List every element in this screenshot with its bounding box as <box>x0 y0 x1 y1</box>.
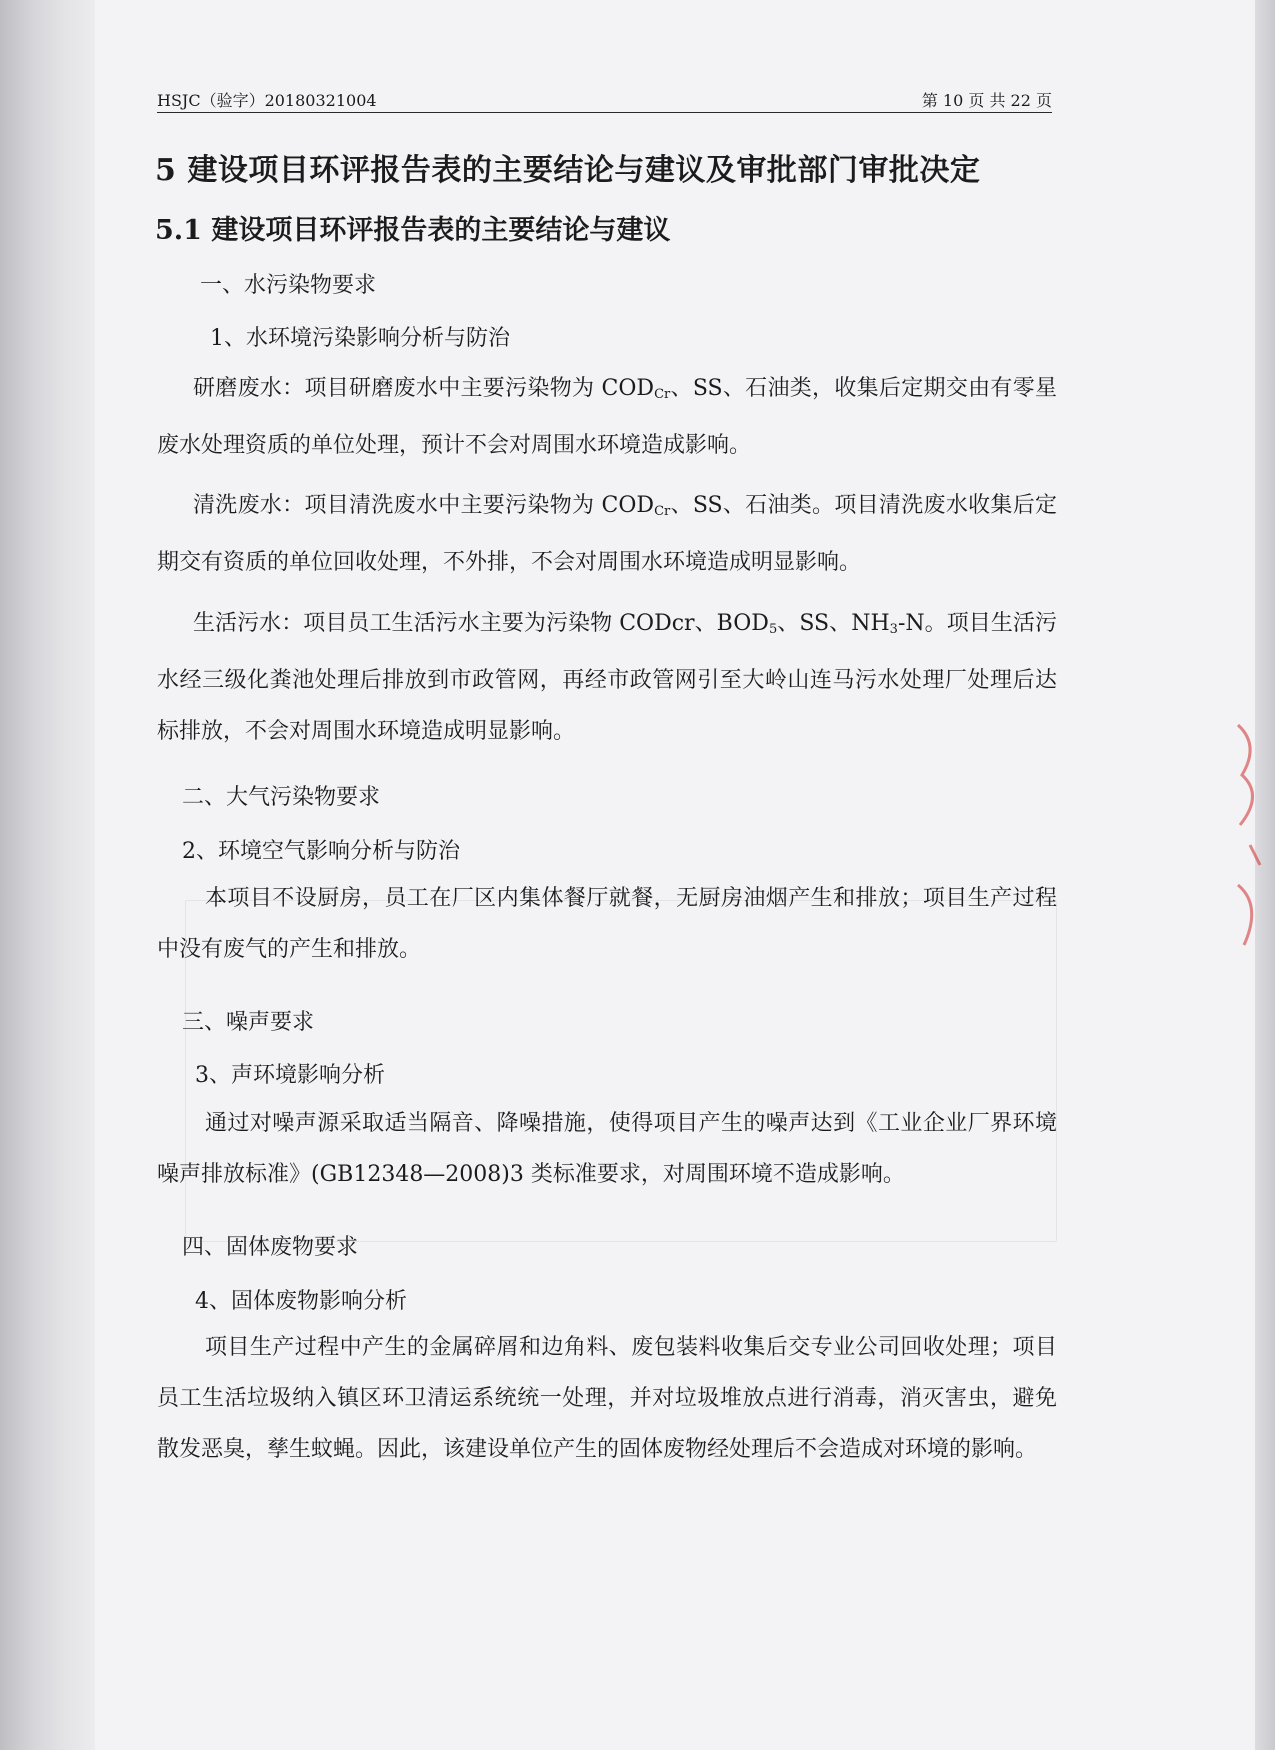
red-seal-stamp <box>1230 715 1270 955</box>
book-binding-shadow <box>0 0 95 1750</box>
cleaning-wastewater-paragraph: 清洗废水：项目清洗废水中主要污染物为 $COD_{Cr}$、SS、石油类。项目清洗废水收集后定期交有资质的单位回收处理，不外排，不会对周围水环境造成明显影响。 <box>157 493 1057 575</box>
noise-paragraph: 通过对噪声源采取适当隔音、降噪措施，使得项目产生的噪声达到《工业企业厂界环境噪声排放标准》(GB12348—2008)3 类标准要求，对周围环境不造成影响。 <box>157 1111 1057 1187</box>
report-number: HSJC（验字）20180321004 <box>157 91 377 110</box>
solid-waste-heading: 四、固体废物要求 <box>182 1235 359 1260</box>
solid-waste-paragraph: 项目生产过程中产生的金属碎屑和边角料、废包装料收集后交专业公司回收处理；项目员工生活垃圾纳入镇区环卫清运系统统一处理，并对垃圾堆放点进行消毒，消灭害虫，避免散发恶臭，孳生蚊蝇。因此，该建设单位产生的固体废物经处理后不会造成对环境的影响。 <box>157 1335 1057 1462</box>
domestic-sewage-paragraph: 生活污水：项目员工生活污水主要为污染物 CODcr、$BOD_5$、SS、$NH_3-N$。项目生活污水经三级化粪池处理后排放到市政管网，再经市政管网引至大岭山连马污水处理厂处理后达标排放，不会对周围水环境造成明显影响。 <box>157 611 1057 744</box>
air-paragraph: 本项目不设厨房，员工在厂区内集体餐厅就餐，无厨房油烟产生和排放；项目生产过程中没有废气的产生和排放。 <box>157 886 1057 962</box>
grinding-wastewater-paragraph: 研磨废水：项目研磨废水中主要污染物为 $COD_{Cr}$、SS、石油类，收集后定期交由有零星废水处理资质的单位处理，预计不会对周围水环境造成影响。 <box>157 376 1057 458</box>
air-heading: 二、大气污染物要求 <box>182 785 381 810</box>
page-number: 第 10 页 共 22 页 <box>921 91 1052 110</box>
seal-mark <box>1230 715 1270 955</box>
water-heading: 一、水污染物要求 <box>200 273 377 298</box>
solid-waste-subheading: 4、固体废物影响分析 <box>195 1289 407 1314</box>
noise-heading: 三、噪声要求 <box>182 1010 315 1035</box>
subsection-title: 5.1 建设项目环评报告表的主要结论与建议 <box>155 215 671 246</box>
water-subheading: 1、水环境污染影响分析与防治 <box>210 326 510 351</box>
section-title: 5 建设项目环评报告表的主要结论与建议及审批部门审批决定 <box>155 153 981 188</box>
page-header <box>157 88 1052 113</box>
noise-subheading: 3、声环境影响分析 <box>195 1063 385 1088</box>
air-subheading: 2、环境空气影响分析与防治 <box>182 839 460 864</box>
